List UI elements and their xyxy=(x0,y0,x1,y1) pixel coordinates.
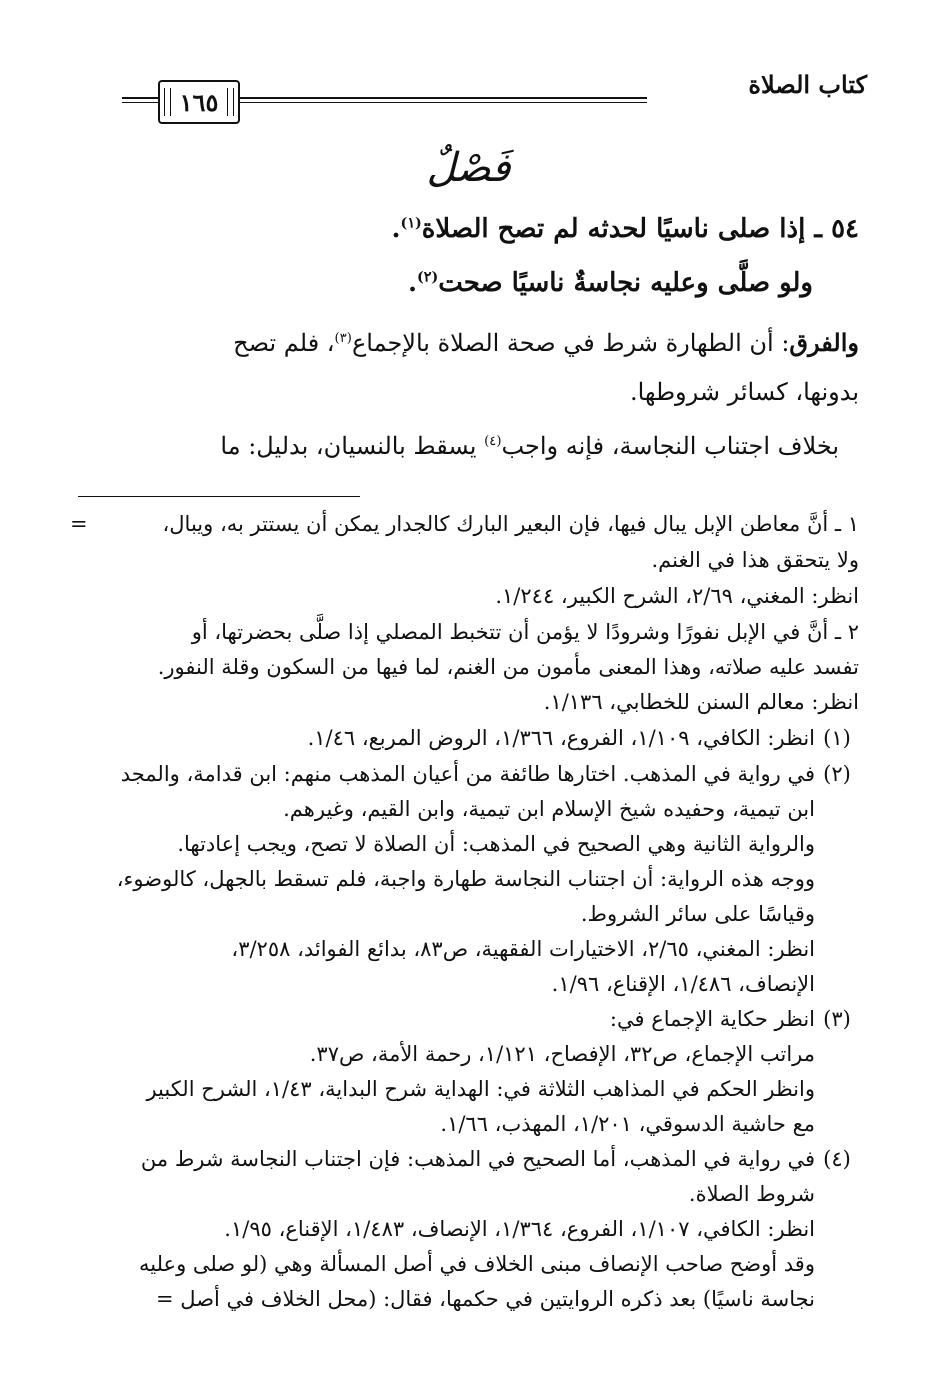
continued-text: ١ ـ أنَّ معاطن الإبل يبال فيها، فإن البعير البارك كالجدار يمكن أن يستتر به، ويبال، xyxy=(162,512,859,536)
footnote-line: وقد أوضح صاحب الإنصاف مبنى الخلاف في أصل المسألة وهي (لو صلى وعليه xyxy=(139,1252,815,1276)
footnote-line: ووجه هذه الرواية: أن اجتناب النجاسة طهارة واجبة، فلم تسقط بالجهل، كالوضوء، xyxy=(116,867,815,891)
body-text-1a: : أن الطهارة شرط في صحة الصلاة بالإجماع xyxy=(351,329,790,357)
footnote-line: وقياسًا على سائر الشروط. xyxy=(580,902,815,926)
footnote-ref-2: (٢) xyxy=(417,269,439,286)
footnote-ref-1: (١) xyxy=(400,215,422,232)
footnote-number: (٤) xyxy=(823,1147,851,1171)
section-heading: فَصْلٌ xyxy=(426,145,511,191)
footnotes xyxy=(70,0,859,1384)
rule-line-2: ولو صلَّى وعليه نجاسةٌ ناسيًا صحت$^{(٢)}$. xyxy=(407,268,813,298)
continued-footnote-line: تفسد عليه صلاته، وهذا المعنى مأمون من الغنم، لما فيها من السكون وقلة النفور. xyxy=(157,655,859,679)
page-number: ١٦٥ xyxy=(179,87,219,117)
footnote-line: شروط الصلاة. xyxy=(688,1182,815,1206)
footnote-line: مراتب الإجماع، ص٣٢، الإفصاح، ١/١٢١، رحمة الأمة، ص٣٧. xyxy=(309,1042,815,1066)
continued-footnote-line: ولا يتحقق هذا في الغنم. xyxy=(651,548,859,572)
footnote-line: في رواية في المذهب. اختارها طائفة من أعيان المذهب منهم: ابن قدامة، والمجد xyxy=(120,762,815,786)
footnote-line: مع حاشية الدسوقي، ١/٢٠١، المهذب، ١/٦٦. xyxy=(440,1112,815,1136)
footnote-number: (٢) xyxy=(823,762,851,786)
continued-footnote-line xyxy=(70,512,859,536)
rule-text-1: إذا صلى ناسيًا لحدثه لم تصح الصلاة xyxy=(421,214,806,244)
body-text-2a: بخلاف اجتناب النجاسة، فإنه واجب xyxy=(501,432,839,460)
continued-footnote-line: ٢ ـ أنَّ في الإبل نفورًا وشرودًا لا يؤمن أن تتخبط المصلي إذا صلَّى بحضرتها، أو xyxy=(191,620,859,644)
footnote-line: نجاسة ناسيًا) بعد ذكره الروايتين في حكمها، فقال: (محل الخلاف في أصل = xyxy=(156,1287,815,1311)
continued-footnote-line: انظر: معالم السنن للخطابي، ١/١٣٦. xyxy=(543,690,859,714)
footnote-number: (١) xyxy=(823,726,851,750)
continuation-mark: = xyxy=(70,512,88,536)
rule-text-2: ولو صلَّى وعليه نجاسةٌ ناسيًا صحت xyxy=(438,268,813,298)
footnote-line: ابن تيمية، وحفيده شيخ الإسلام ابن تيمية، وابن القيم، وغيرهم. xyxy=(283,797,815,821)
rule-line-1: ٥٤ ـ إذا صلى ناسيًا لحدثه لم تصح الصلاة$^{(١)}$. xyxy=(391,214,859,244)
footnote-line: الإنصاف، ١/٤٨٦، الإقناع، ١/٩٦. xyxy=(551,972,815,996)
rule-number: ٥٤ ـ xyxy=(814,214,859,244)
footnote-ref-4: (٤) xyxy=(484,434,502,449)
running-header-title: كتاب الصلاة xyxy=(748,70,867,99)
footnote-ref-3: (٣) xyxy=(334,331,352,346)
footnote-line: انظر: الكافي، ١/١٠٧، الفروع، ١/٣٦٤، الإنصاف، ١/٤٨٣، الإقناع، ١/٩٥. xyxy=(224,1217,815,1241)
body-text-1b: ، فلم تصح xyxy=(233,329,335,357)
footnote-line: انظر: الكافي، ١/١٠٩، الفروع، ١/٣٦٦، الروض المربع، ١/٤٦. xyxy=(307,726,815,750)
footnote-line: في رواية في المذهب، أما الصحيح في المذهب: فإن اجتناب النجاسة شرط من xyxy=(140,1147,815,1171)
footnote-line: انظر: المغني، ٢/٦٥، الاختيارات الفقهية، ص٨٣، بدائع الفوائد، ٣/٢٥٨، xyxy=(231,937,815,961)
footnote-line: والرواية الثانية وهي الصحيح في المذهب: أن الصلاة لا تصح، ويجب إعادتها. xyxy=(177,832,815,856)
continued-footnote-line: انظر: المغني، ٢/٦٩، الشرح الكبير، ١/٢٤٤. xyxy=(495,584,859,608)
difference-lead: والفرق xyxy=(789,328,859,357)
footnote-line: وانظر الحكم في المذاهب الثلاثة في: الهداية شرح البداية، ١/٤٣، الشرح الكبير xyxy=(146,1077,815,1101)
footnote-number: (٣) xyxy=(823,1007,851,1031)
footnote-line: انظر حكاية الإجماع في: xyxy=(609,1007,815,1031)
body-text-2b: يسقط بالنسيان، بدليل: ما xyxy=(220,432,485,460)
body-line-2: بدونها، كسائر شروطها. xyxy=(629,378,859,406)
